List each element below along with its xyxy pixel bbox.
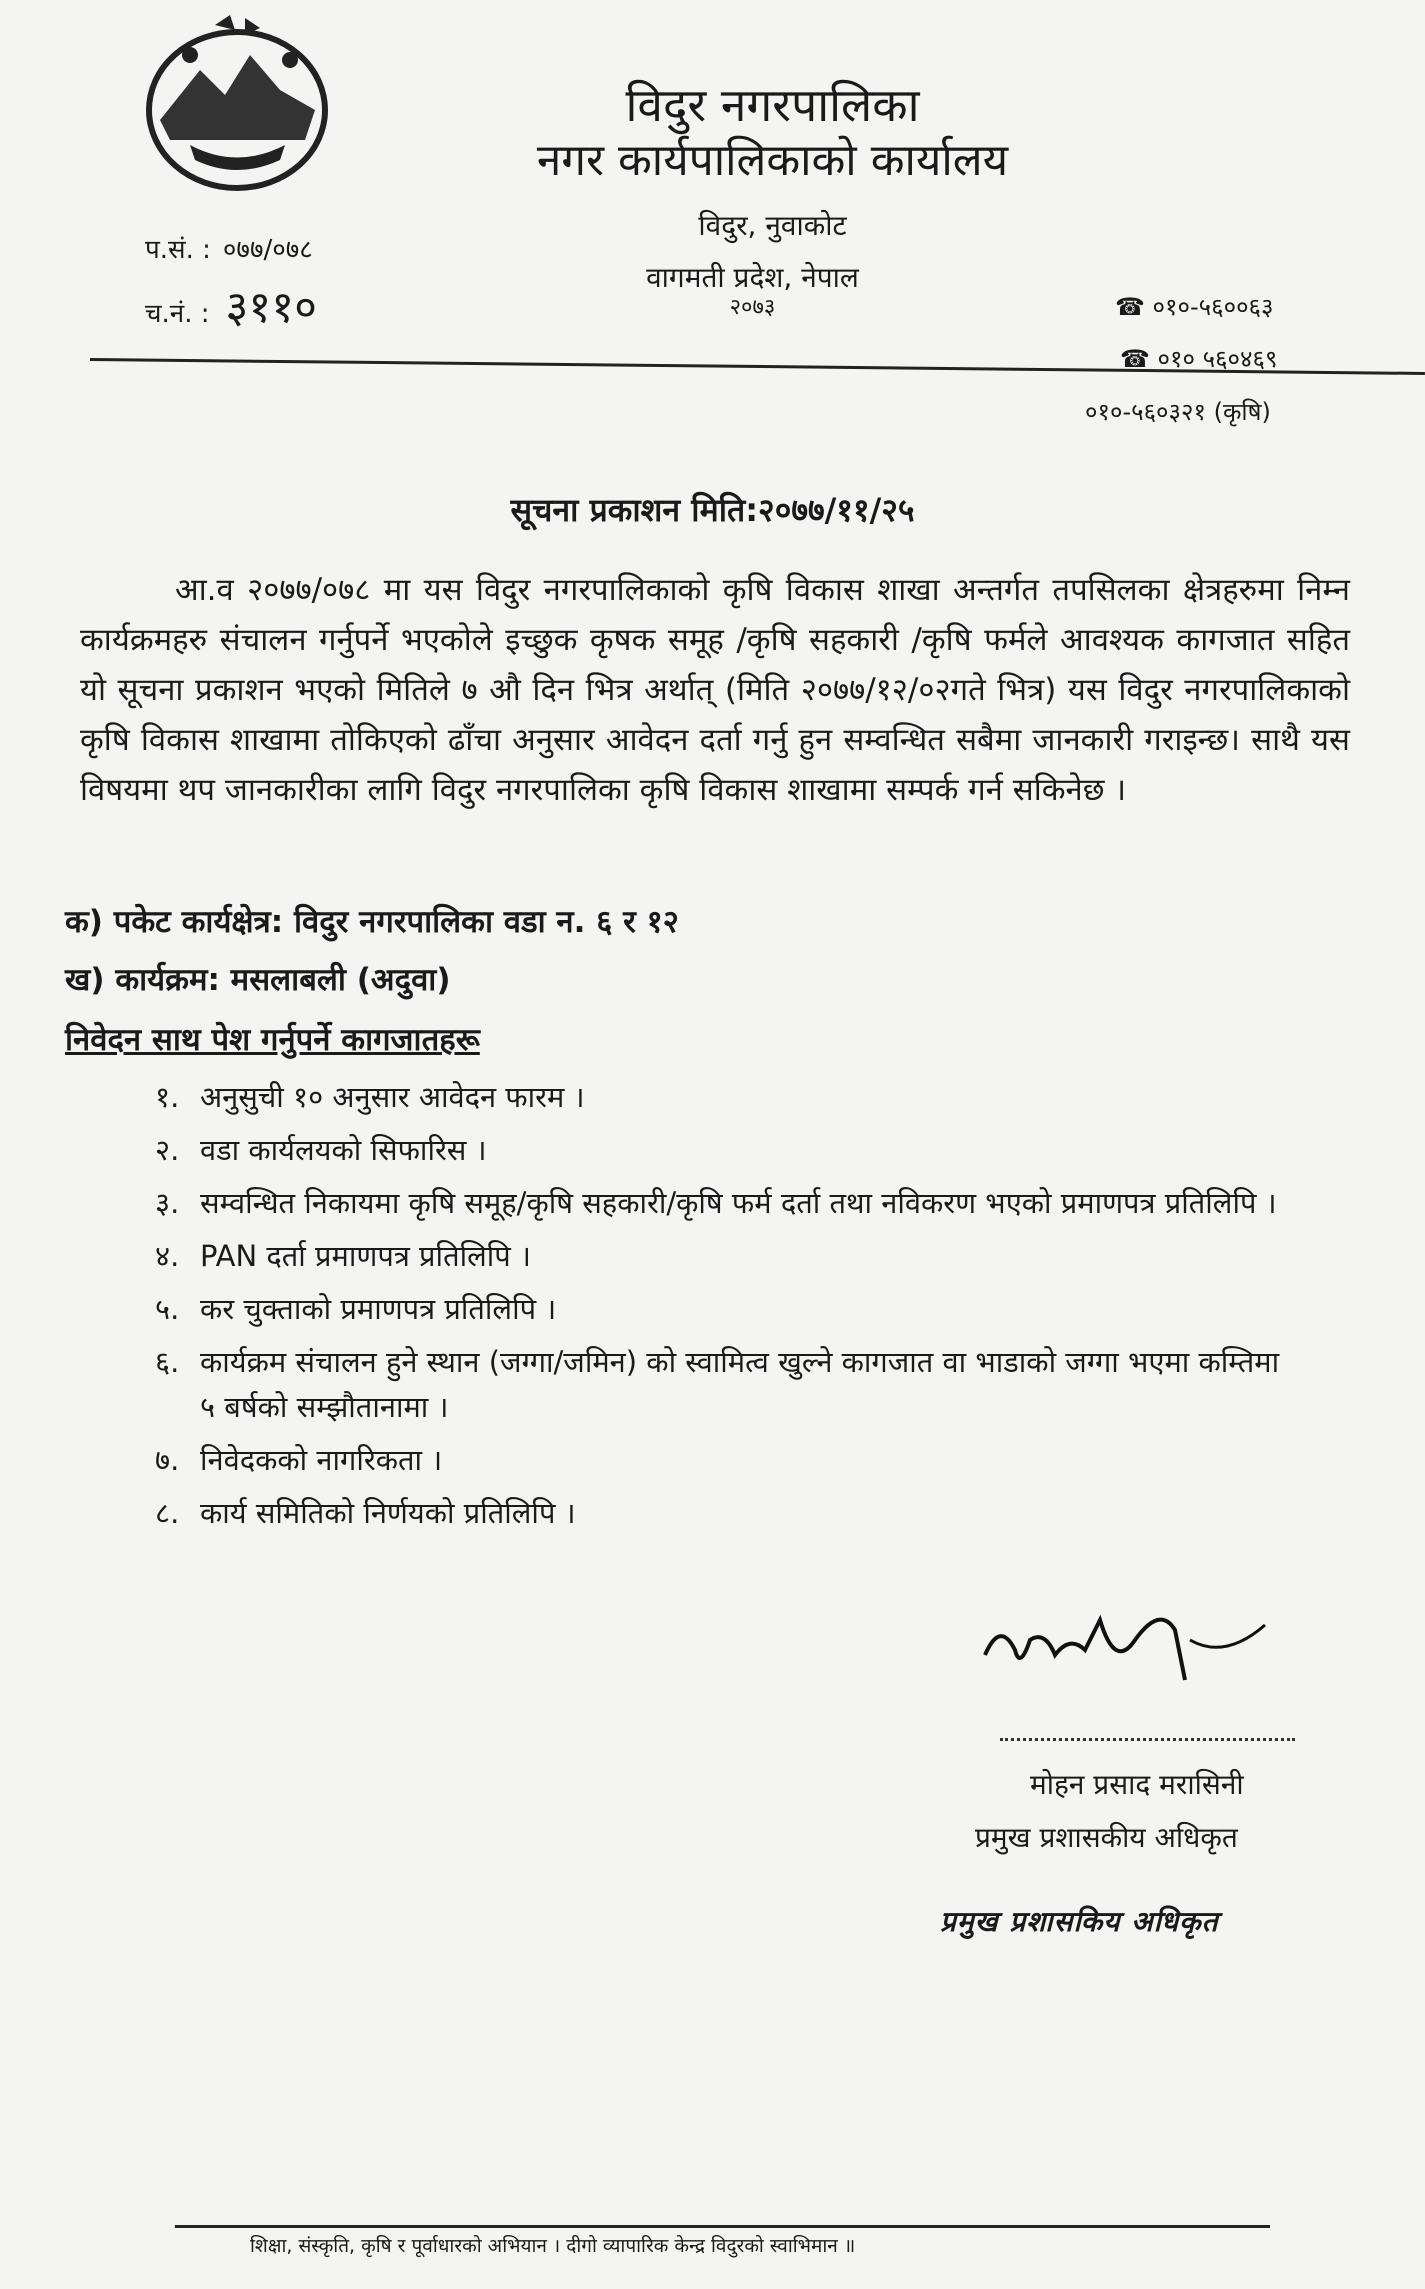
list-item-text: अनुसुची १० अनुसार आवेदन फारम । — [200, 1080, 585, 1114]
address-line2: वागमती प्रदेश, नेपाल — [646, 261, 859, 294]
list-item — [155, 1128, 1285, 1173]
list-item-text: कार्यक्रम संचालन हुने स्थान (जग्गा/जमिन) को स्वामित्व खुल्ने कागजात वा भाडाको जग्गा भएमा कम्तिमा ५ बर्षको सम्झौतानामा । — [200, 1345, 1280, 1424]
phone-3: ०१०-५६०३२१ (कृषि) — [1085, 398, 1271, 426]
list-item-number: ६. — [155, 1345, 180, 1379]
ps-value: ०७७/०७८ — [222, 235, 313, 265]
list-item-number: ७. — [155, 1443, 180, 1477]
list-item-text: PAN दर्ता प्रमाणपत्र प्रतिलिपि । — [200, 1239, 531, 1273]
footer-divider — [175, 2225, 1270, 2228]
documents-heading: निवेदन साथ पेश गर्नुपर्ने कागजातहरू — [65, 1022, 480, 1058]
list-item-number: ४. — [155, 1239, 180, 1273]
list-item — [155, 1491, 1285, 1536]
office-name: नगर कार्यपालिकाको कार्यालय — [536, 135, 1009, 186]
list-item-number: १. — [155, 1080, 180, 1114]
address-line1: विदुर, नुवाकोट — [698, 209, 847, 242]
documents-list — [155, 1075, 1285, 1544]
list-item — [155, 1340, 1285, 1430]
cn-label: च.नं. : — [145, 299, 210, 329]
list-item — [155, 1438, 1285, 1483]
phone-2-text: ०१० ५६०४६९ — [1157, 345, 1278, 373]
official-stamp: प्रमुख प्रशासकिय अधिकृत — [940, 1905, 1219, 1938]
cn-value: ३११० — [225, 282, 318, 333]
list-item-number: ३. — [155, 1186, 180, 1220]
phone-1-text: ०१०-५६००६३ — [1152, 293, 1274, 321]
list-item — [155, 1075, 1285, 1120]
signatory-name: मोहन प्रसाद मरासिनी — [1030, 1768, 1244, 1801]
municipality-name: विदुर नगरपालिका — [625, 78, 920, 132]
ps-label: प.सं. : — [145, 235, 211, 265]
list-item-text: सम्वन्धित निकायमा कृषि समूह/कृषि सहकारी/कृषि फर्म दर्ता तथा नविकरण भएको प्रमाणपत्र प्रतिलिपि । — [200, 1186, 1277, 1220]
list-item-number: ८. — [155, 1496, 180, 1530]
signature-line — [1000, 1738, 1295, 1741]
list-item-text: निवेदकको नागरिकता । — [200, 1443, 443, 1477]
footer-slogan: शिक्षा, संस्कृति, कृषि र पूर्वाधारको अभियान । दीगो व्यापारिक केन्द्र विदुरको स्वाभिमान ॥ — [250, 2235, 856, 2257]
list-item-text: वडा कार्यलयको सिफारिस । — [200, 1133, 487, 1167]
reference-number — [145, 230, 313, 266]
list-item-text: कर चुक्ताको प्रमाणपत्र प्रतिलिपि । — [200, 1292, 557, 1326]
pocket-area: क) पकेट कार्यक्षेत्र: विदुर नगरपालिका वडा न. ६ र १२ — [65, 904, 679, 940]
phone-1: ☎ ०१०-५६००६३ — [1115, 293, 1274, 321]
notice-title: सूचना प्रकाशन मिति:२०७७/११/२५ — [510, 491, 915, 529]
list-item — [155, 1287, 1285, 1332]
list-item — [155, 1234, 1285, 1279]
list-item-number: २. — [155, 1133, 180, 1167]
list-item-number: ५. — [155, 1292, 180, 1326]
phone-2: ☎ ०१० ५६०४६९ — [1120, 345, 1278, 373]
established-year: २०७३ — [729, 295, 776, 320]
list-item — [155, 1181, 1285, 1226]
program: ख) कार्यक्रम: मसलाबली (अदुवा) — [65, 962, 451, 998]
dispatch-number — [145, 275, 317, 335]
notice-body: आ.व २०७७/०७८ मा यस विदुर नगरपालिकाको कृषि विकास शाखा अन्तर्गत तपसिलका क्षेत्रहरुमा निम्न कार्यक्रमहरु संचालन गर्नुपर्ने भएकोले इच्छुक कृषक समूह /कृषि सहकारी /कृषि फर्मले आवश्यक कागजात सहित यो सूचना प्रकाशन भएको मितिले ७ औ दिन भित्र अर्थात् (मिति २०७७/१२/०२गते भित्र) यस विदुर नगरपालिकाको कृषि विकास शाखामा तोकिएको ढाँचा अनुसार आवेदन दर्ता गर्नु हुन सम्वन्धित सबैमा जानकारी गराइन्छ। साथै यस विषयमा थप जानकारीका लागि विदुर नगरपालिका कृषि विकास शाखामा सम्पर्क गर्न सकिनेछ । — [80, 572, 1350, 808]
list-item-text: कार्य समितिको निर्णयको प्रतिलिपि । — [200, 1496, 576, 1530]
signature — [975, 1600, 1275, 1685]
signatory-title: प्रमुख प्रशासकीय अधिकृत — [975, 1821, 1238, 1854]
